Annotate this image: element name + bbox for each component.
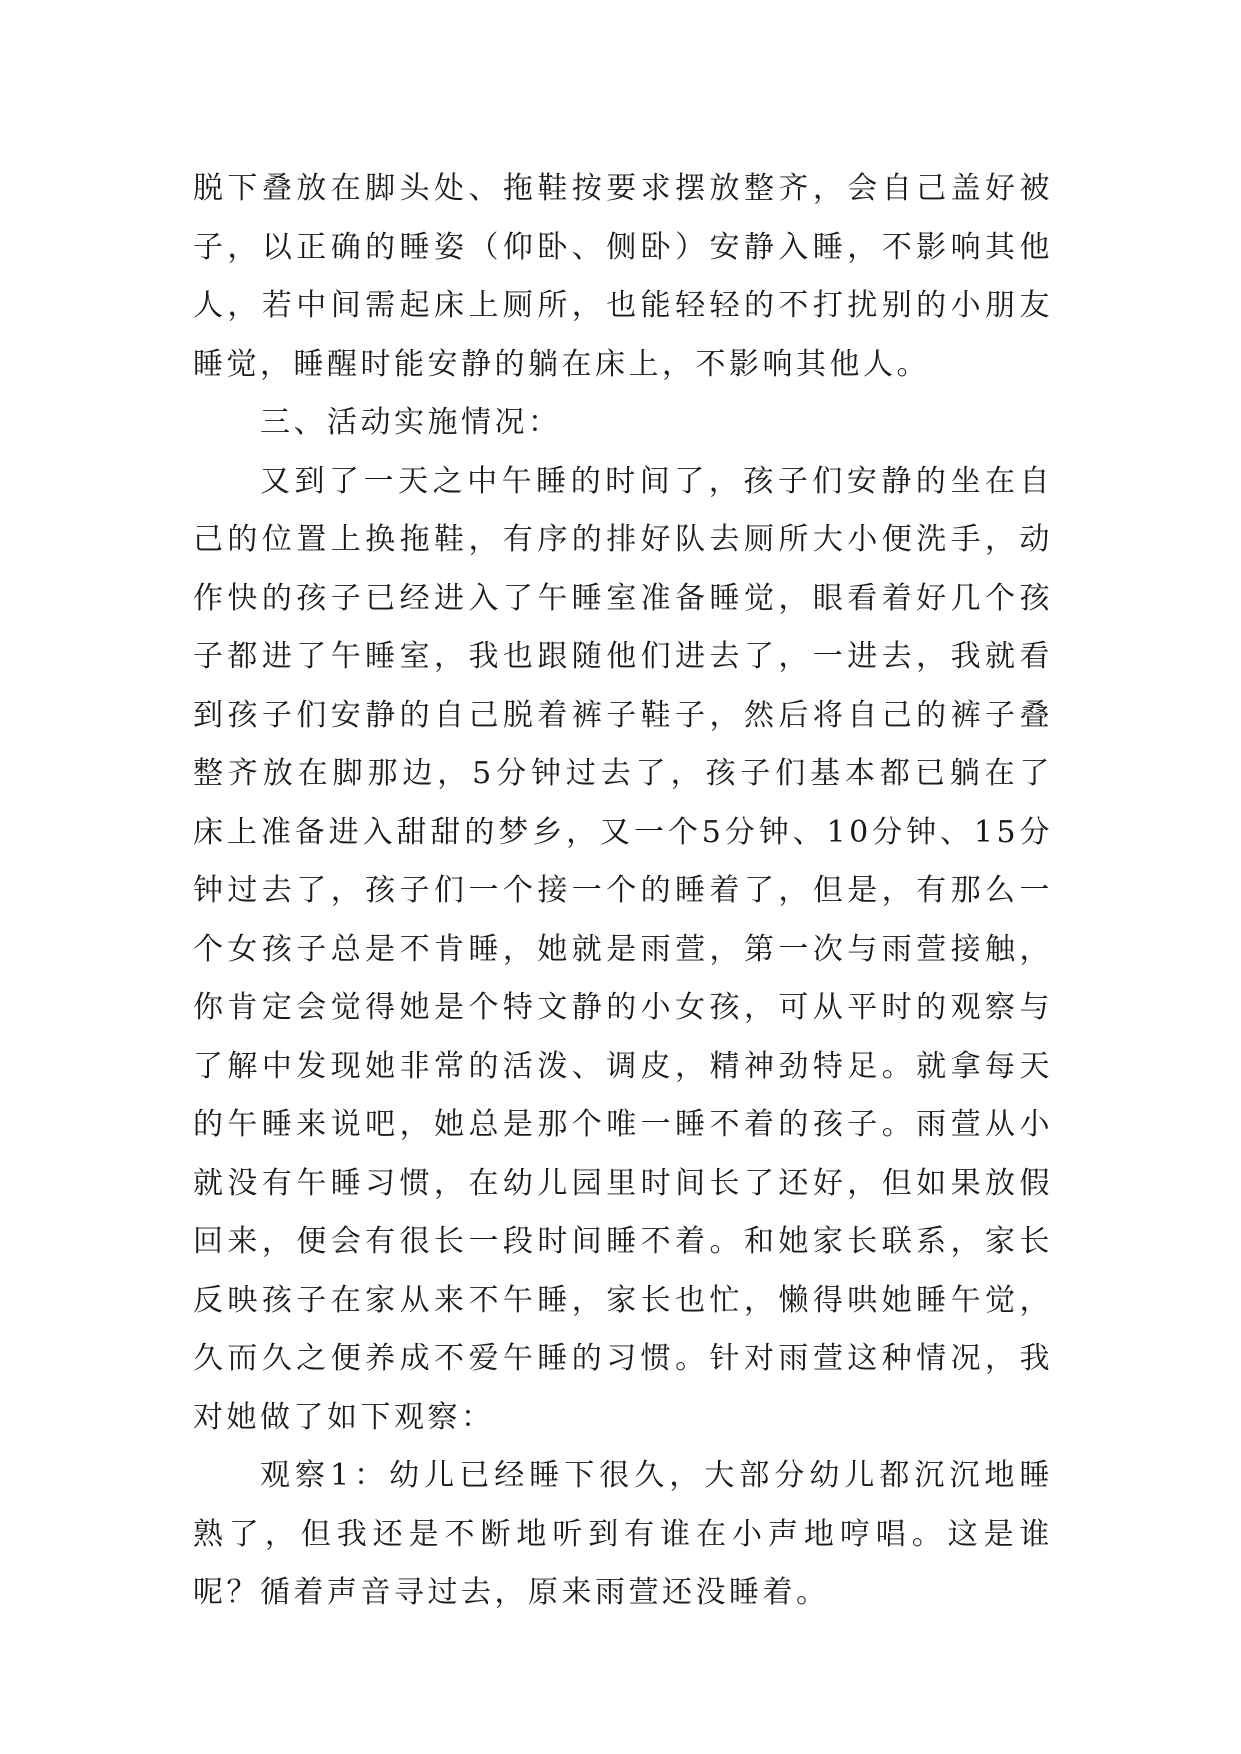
paragraph-observation-1: 观察1：幼儿已经睡下很久，大部分幼儿都沉沉地睡熟了，但我还是不断地听到有谁在小声地哼唱。这是谁呢？循着声音寻过去，原来雨萱还没睡着。 (193, 1458, 1053, 1610)
body-text (193, 160, 1053, 1623)
paragraph-nap-time-narrative: 又到了一天之中午睡的时间了，孩子们安静的坐在自己的位置上换拖鞋，有序的排好队去厕所大小便洗手，动作快的孩子已经进入了午睡室准备睡觉，眼看着好几个孩子都进了午睡室，我也跟随他们进去了，一进去，我就看到孩子们安静的自己脱着裤子鞋子，然后将自己的裤子叠整齐放在脚那边，5分钟过去了，孩子们基本都已躺在了床上准备进入甜甜的梦乡，又一个5分钟、10分钟、15分钟过去了，孩子们一个接一个的睡着了，但是，有那么一个女孩子总是不肯睡，她就是雨萱，第一次与雨萱接触，你肯定会觉得她是个特文静的小女孩，可从平时的观察与了解中发现她非常的活泼、调皮，精神劲特足。就拿每天的午睡来说吧，她总是那个唯一睡不着的孩子。雨萱从小就没有午睡习惯，在幼儿园里时间长了还好，但如果放假回来，便会有很长一段时间睡不着。和她家长联系，家长反映孩子在家从来不午睡，家长也忙，懒得哄她睡午觉，久而久之便养成不爱午睡的习惯。针对雨萱这种情况，我对她做了如下观察： (193, 463, 1053, 1435)
section-heading-activity-implementation: 三、活动实施情况： (260, 405, 562, 440)
paragraph-continued-sleep-routine: 脱下叠放在脚头处、拖鞋按要求摆放整齐，会自己盖好被子，以正确的睡姿（仰卧、侧卧）安静入睡，不影响其他人，若中间需起床上厕所，也能轻轻的不打扰别的小朋友睡觉，睡醒时能安静的躺在床上，不影响其他人。 (193, 171, 1053, 382)
